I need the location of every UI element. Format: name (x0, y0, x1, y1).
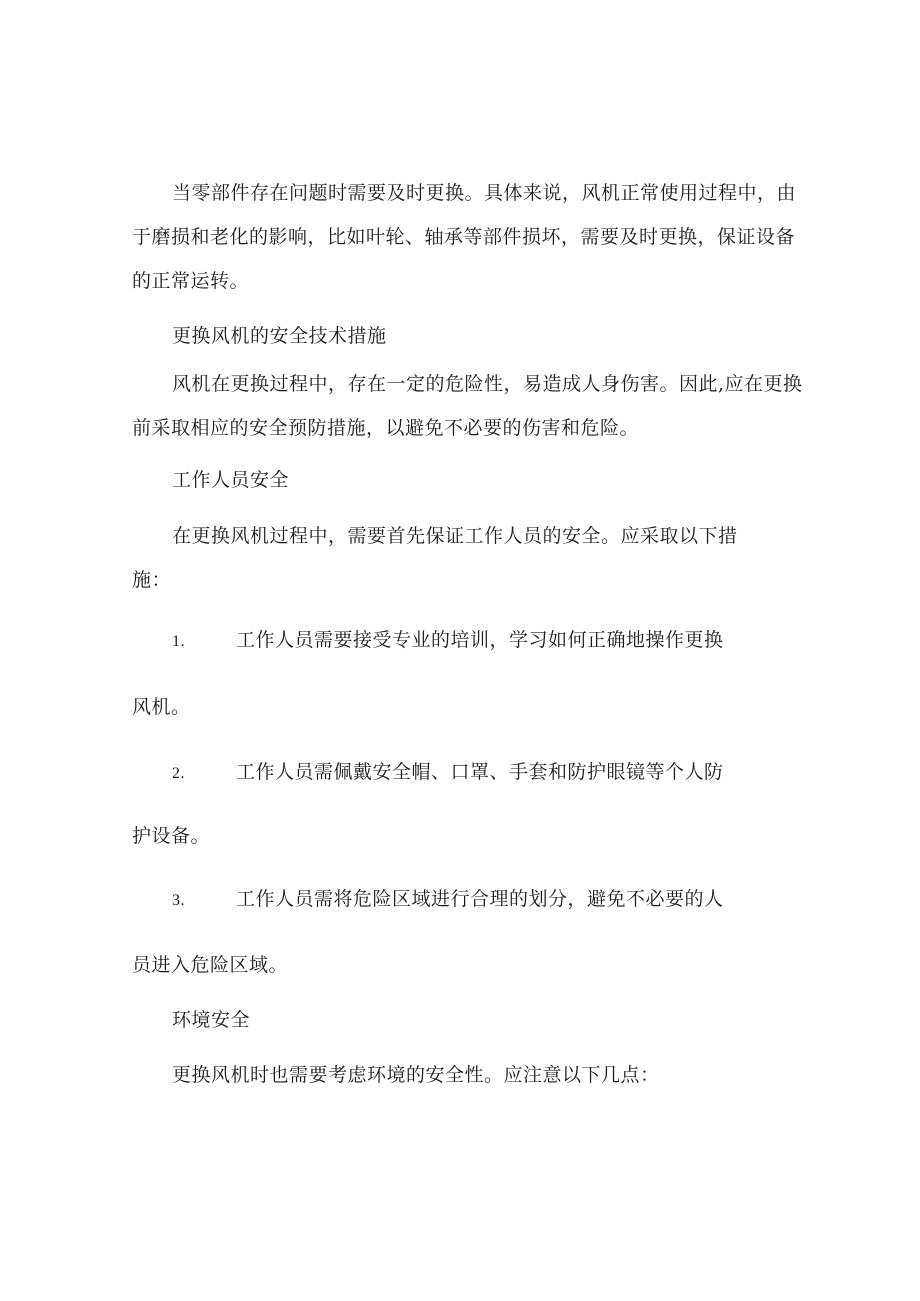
heading-worker-safety: 工作人员安全 (172, 469, 290, 491)
paragraph-replacement-need: 当零部件存在问题时需要及时更换。具体来说，风机正常使用过程中，由于磨损和老化的影响，比如叶轮、轴承等部件损坏，需要及时更换，保证设备的正常运转。 (132, 182, 797, 292)
list-item-number: 1. (172, 633, 185, 650)
paragraph-environment-intro: 更换风机时也需要考虑环境的安全性。应注意以下几点： (172, 1064, 660, 1086)
list-item-text: 工作人员需要接受专业的培训，学习如何正确地操作更换 (236, 629, 724, 651)
list-item-continuation: 风机。 (132, 696, 191, 718)
list-item-continuation: 员进入危险区域。 (132, 954, 289, 976)
paragraph-danger-intro: 风机在更换过程中，存在一定的危险性，易造成人身伤害。因此,应在更换前采取相应的安全预防措施，以避免不必要的伤害和危险。 (132, 373, 803, 439)
list-item-text: 工作人员需佩戴安全帽、口罩、手套和防护眼镜等个人防 (236, 761, 724, 783)
list-item-continuation: 护设备。 (132, 825, 211, 847)
list-item-text: 工作人员需将危险区域进行合理的划分，避免不必要的人 (236, 888, 724, 910)
heading-environment-safety: 环境安全 (172, 1009, 251, 1031)
list-item-number: 3. (172, 892, 185, 909)
list-item-number: 2. (172, 765, 185, 782)
heading-safety-measures: 更换风机的安全技术措施 (172, 325, 387, 347)
paragraph-worker-measures: 在更换风机过程中，需要首先保证工作人员的安全。应采取以下措施： (132, 525, 738, 591)
